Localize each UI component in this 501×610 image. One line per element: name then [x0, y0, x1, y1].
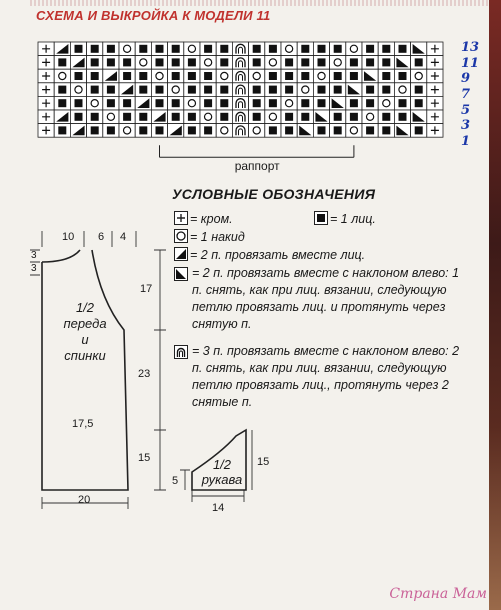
legend-text-k2tog: = 2 п. провязать вместе лиц.: [190, 248, 366, 262]
sleeve-label: [200, 457, 244, 487]
body-inner-width: 17,5: [72, 418, 94, 430]
sleeve-right-height: 15: [257, 456, 270, 468]
page-title: СХЕМА И ВЫКРОЙКА К МОДЕЛИ 11: [36, 8, 271, 23]
body-top-dim-1: 10: [62, 231, 75, 243]
body-pattern-outline: [42, 250, 128, 490]
handwritten-row-label: 3: [461, 118, 471, 134]
handwritten-row-label: 13: [461, 40, 480, 55]
handwritten-row-label: 7: [461, 86, 471, 102]
rapport-label: раппорт: [234, 159, 280, 174]
sleeve-label-line-2: рукава: [201, 472, 243, 487]
legend-text-ssk: = 2 п. провязать вместе с наклоном влево: 1 п. снять, как при лиц. вязании, следующую петлю провязать лиц. и протянуть через снятую п.: [192, 266, 460, 331]
sleeve-bottom-width: 14: [212, 502, 225, 514]
legend-text-sk2p: = 3 п. провязать вместе с наклоном влево: 2 п. снять, как при лиц. вязании, следующую петлю провязать лиц., протянуть через 2 снятые п.: [192, 344, 460, 409]
body-label: [50, 300, 120, 364]
legend-text-yarnover: = 1 накид: [190, 230, 245, 244]
body-label-line-1: 1/2: [75, 300, 95, 315]
body-label-line-2: переда: [63, 316, 107, 331]
body-bottom-width: 20: [78, 494, 91, 506]
sleeve-left-height: 5: [172, 475, 179, 487]
body-right-dim-3: 15: [138, 452, 151, 464]
watermark-logo: Страна Мам: [389, 586, 487, 602]
body-label-line-4: спинки: [64, 348, 106, 363]
body-right-dim-2: 23: [138, 368, 151, 380]
body-top-dim-3: 4: [120, 231, 127, 243]
body-left-dim-1: 3: [31, 250, 37, 261]
sleeve-label-line-1: 1/2: [212, 457, 232, 472]
body-top-dim-2: 6: [98, 231, 105, 243]
legend-title: УСЛОВНЫЕ ОБОЗНАЧЕНИЯ: [172, 186, 376, 202]
legend-text-edge: = кром.: [190, 212, 233, 226]
handwritten-row-label: 1: [461, 133, 471, 149]
handwritten-row-label: 9: [461, 71, 471, 87]
handwritten-row-label: 11: [461, 55, 480, 71]
body-left-dim-2: 3: [31, 263, 37, 274]
body-right-dim-1: 17: [140, 283, 153, 295]
legend-text-knit: = 1 лиц.: [330, 212, 376, 226]
handwritten-row-label: 5: [461, 102, 471, 118]
body-label-line-3: и: [81, 332, 89, 347]
